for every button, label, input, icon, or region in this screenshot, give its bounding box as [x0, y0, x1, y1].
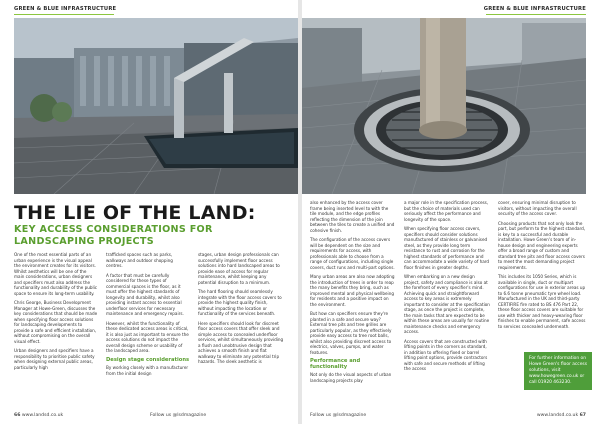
section-heading: Design stage considerations	[106, 356, 190, 363]
paragraph: The hard flooring should seamlessly integrate with the floor access covers to provide the highest quality finish, without impacting the location or functionality of the services beneath.	[198, 289, 282, 316]
section-tag: GREEN & BLUE INFRASTRUCTURE	[14, 6, 117, 12]
left-column-2	[106, 252, 190, 380]
right-column-3	[498, 200, 586, 333]
paragraph: When specifying floor access covers, specifiers should consider solutions manufactured of stainless or galvanised steel, as they provide long term resistance to rust and corrosion for the highest standards of performance and can accommodate a wide variety of hard floor finishes in greater depths.	[404, 226, 490, 270]
section-rule	[486, 14, 586, 15]
photo-urban-plaza	[14, 18, 298, 194]
photo-tree-pit	[302, 18, 586, 194]
tree-pit-illustration	[302, 18, 586, 194]
paragraph: The configuration of the access covers will be dependent on the size and requirements for access, with professionals able to choose from a range of configurations, including single covers, duct runs and multi-part options.	[310, 237, 395, 270]
page-number: 67	[579, 413, 586, 418]
left-column-1	[14, 252, 98, 374]
paragraph: Access covers that are constructed with lifting points in the corners as standard, in addition to offering fixed or barrel lifting point options, provide contractors with safe and secure methods of lifting the access	[404, 338, 488, 371]
right-column-2	[404, 200, 490, 376]
promo-box: For further information on Howe Green's floor access solutions, visit www.howegreen.co.uk or call 01920 463230.	[524, 352, 592, 390]
page-number: 66	[14, 413, 21, 418]
paragraph: cover, ensuring minimal disruption to visitors, without impacting the overall security of the access cover.	[498, 200, 577, 216]
article-title: THE LIE OF THE LAND:	[14, 202, 256, 224]
paragraph: Not only do the visual aspects of urban landscaping projects play	[310, 372, 392, 383]
paragraph: trafficked spaces such as parks, walkways and outdoor shopping centres.	[106, 252, 173, 268]
footer-follow: Follow us @lsdmagazine	[150, 413, 207, 418]
paragraph: However, whilst the functionality of these dedicated access areas is critical, it is also just as important to ensure the access solutions do not impact the overall design scheme or usability of the landscaped area.	[106, 320, 189, 353]
paragraph: also enhanced by the access cover frame being inserted level to with the tile module, and the edge profiles reflecting the dimension of the join between the tiles to create a unified and cohesive finish.	[310, 200, 395, 233]
footer-site[interactable]: www.landsd.co.uk	[21, 413, 64, 418]
paragraph: But how can specifiers ensure they're planted in a safe and secure way? External tree pits and tree grilles are particularly popular, as they effectively provide easy access to tree root balls, whilst also providing discreet access to electrics, valves, pumps, and water features.	[310, 311, 392, 355]
paragraph: This includes its 1050 Series, which is available in single, duct or multipart configurations for use in exterior areas up to 6.6 tonne pneumatic tyre wheel load. Manufactured in the UK and third-party CERTIFIRE fire rated to BS 476 Part 22, these floor access covers are suitable for use with thicker and heavy-wearing floor finishes to enable permanent, safe access to services concealed underneath.	[498, 274, 586, 329]
section-rule	[14, 14, 114, 15]
paragraph: Choosing products that not only look the part, but perform to the highest standard, is key to a successful and durable installation. Howe Green's team of in-house design and engineering experts offer a broad range of custom and standard tree pits and floor access covers to meet the most demanding project requirements.	[498, 220, 586, 270]
paragraph: a major role in the specification process, but the choice of materials used can seriously affect the performance and longevity of the space.	[404, 200, 489, 222]
footer-site[interactable]: www.landsd.co.uk	[536, 413, 579, 418]
left-page	[0, 0, 298, 424]
section-heading: Performance and functionality	[310, 358, 361, 370]
paragraph: Here specifiers should look for discreet floor access covers that offer sleek and simple access to concealed underfloor services, whilst simultaneously providing a flush and unobtrusive design that achieves a smooth finish and flat walkway to eliminate any potential trip hazards. The sleek aesthetic is	[198, 320, 284, 364]
plaza-illustration	[14, 18, 298, 194]
right-page	[302, 0, 600, 424]
footer-left	[14, 413, 63, 418]
paragraph: Chris George, Business Development Manager at Howe-Green, discusses the key considerations that should be made when specifying floor access solutions for landscaping developments to provide a safe and efficient installation, without compromising on the overall visual effect.	[14, 300, 98, 344]
right-column-1	[310, 200, 396, 387]
left-column-3	[198, 252, 284, 369]
paragraph: When embarking on a new design project, safety and compliance is also at the forefront of every specifier's mind. Achieving quick and straightforward access to key areas is extremely important to consider at the specification stage, as once the project is complete, the main tasks that are expected to be within these areas are usually for routine maintenance checks and emergency access.	[404, 274, 490, 334]
paragraph: stages, urban design professionals can successfully implement floor access solutions into hard landscaped areas to provide ease of access for regular maintenance, whilst keeping any potential disruption to a minimum.	[198, 252, 280, 285]
paragraph: Urban designers and specifiers have a responsibility to prioritise public safety when designing external public areas, particularly high	[14, 348, 95, 370]
article-subtitle: KEY ACCESS CONSIDERATIONS FOR LANDSCAPING PROJECTS	[14, 224, 213, 247]
paragraph: One of the most essential parts of an urban experience is the visual appeal the environment creates for its visitors. Whilst aesthetics will be one of the main considerations, urban designers and specifiers must also address the functionality and durability of the public space to ensure its long-term usability.	[14, 252, 98, 296]
paragraph: Many urban areas are also now adopting the introduction of trees in order to reap the many benefits they bring, such as improved mental and physical wellbeing for residents and a positive impact on the environment.	[310, 274, 395, 307]
footer-right	[537, 413, 586, 418]
section-tag: GREEN & BLUE INFRASTRUCTURE	[483, 6, 586, 12]
paragraph: A factor that must be carefully considered for these types of commercial spaces is the floor, as it must offer the highest standards of longevity and durability, whilst also providing instant access to essential underfloor services for necessary maintenance and emergency repairs.	[106, 272, 184, 316]
footer-follow: Follow us @lsdmagazine	[310, 413, 367, 418]
paragraph: By working closely with a manufacturer from the initial design	[106, 365, 189, 376]
